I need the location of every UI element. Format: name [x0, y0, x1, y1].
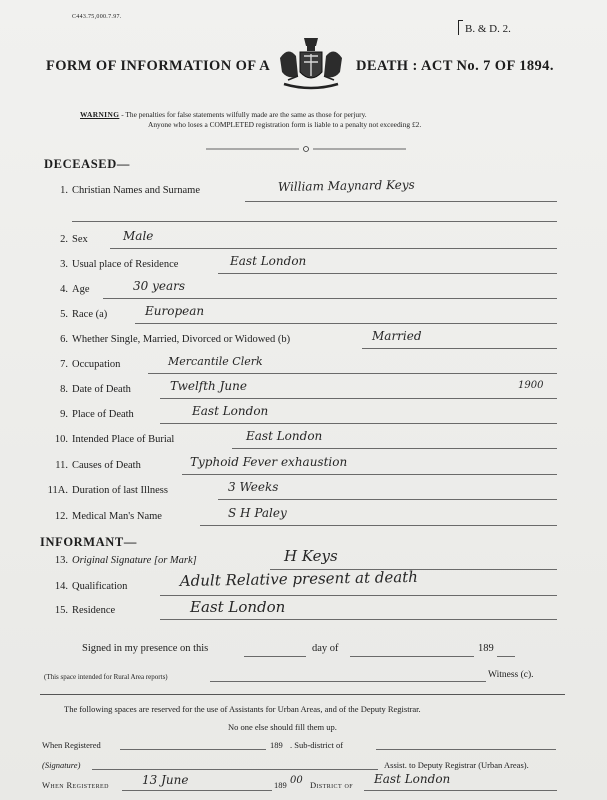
field-marital-value[interactable]: Married	[372, 329, 422, 343]
title-left: FORM OF INFORMATION OF A	[46, 58, 271, 74]
field-place-of-death: 9. Place of Death	[60, 409, 134, 420]
form-code	[458, 20, 511, 35]
deceased-heading: DECEASED—	[44, 157, 130, 171]
field-qualification-value[interactable]: Adult Relative present at death	[179, 567, 419, 590]
field-date-line	[160, 398, 557, 399]
field-date-of-death-value[interactable]: Twelfth June	[170, 379, 247, 393]
field-informant-residence: 15. Residence	[54, 605, 116, 616]
field-burial-value[interactable]: East London	[246, 429, 323, 443]
reserved-line1: The following spaces are reserved for the use of Assistants for Urban Areas, and of the Deputy Registrar.	[64, 704, 421, 714]
field-marital: 6. Whether Single, Married, Divorced or Widowed (b)	[60, 334, 291, 345]
field-occupation-line	[148, 373, 557, 374]
registered-year-suffix[interactable]: 00	[290, 775, 303, 786]
field-marital-line	[362, 348, 557, 349]
field-residence: 3. Usual place of Residence	[60, 259, 179, 270]
signed-year-line	[497, 656, 515, 657]
when-registered-caps: When Registered	[42, 780, 109, 790]
signed-year-prefix: 189	[478, 643, 494, 654]
space-note: (This space intended for Rural Area reports)	[44, 673, 168, 681]
field-causes-value[interactable]: Typhoid Fever exhaustion	[190, 455, 348, 469]
registered-date-value[interactable]: 13 June	[142, 773, 189, 787]
field-name-value[interactable]: William Maynard Keys	[277, 177, 415, 194]
field-informant-residence-line	[160, 619, 557, 620]
field-date-of-death-year[interactable]: 1900	[518, 380, 544, 391]
signature-label: (Signature)	[42, 760, 81, 770]
ornamental-rule	[206, 146, 406, 152]
warning-notice	[80, 110, 421, 130]
district-line	[364, 790, 557, 791]
field-race-line	[135, 323, 557, 324]
field-burial: 10. Intended Place of Burial	[54, 434, 175, 445]
sub-district-line	[376, 749, 556, 750]
assist-signature-line	[92, 769, 378, 770]
field-age-value[interactable]: 30 years	[133, 279, 186, 293]
field-qualification-line	[160, 595, 557, 596]
field-occupation: 7. Occupation	[60, 359, 121, 370]
warning-line2: Anyone who loses a COMPLETED registration form is liable to a penalty not exceeding £2.	[148, 120, 422, 129]
field-medical-line	[200, 525, 557, 526]
assist-label: Assist. to Deputy Registrar (Urban Areas).	[384, 760, 529, 770]
field-duration: 11A. Duration of last Illness	[47, 485, 168, 496]
print-number: C443.75,000.7.97.	[72, 14, 122, 20]
field-sex-value[interactable]: Male	[123, 229, 154, 243]
bracket-mark	[458, 20, 463, 35]
field-age-line	[103, 298, 557, 299]
signed-day-line	[244, 656, 306, 657]
coat-of-arms-icon	[274, 36, 348, 94]
field-duration-line	[218, 499, 557, 500]
field-sex: 2. Sex	[60, 234, 88, 245]
registered-date-line	[122, 790, 272, 791]
district-value[interactable]: East London	[374, 772, 451, 786]
field-burial-line	[232, 448, 557, 449]
field-name-line	[245, 201, 557, 202]
field-medical-value[interactable]: S H Paley	[228, 506, 287, 520]
field-race-value[interactable]: European	[145, 304, 205, 318]
field-medical: 12. Medical Man's Name	[54, 511, 162, 522]
field-signature: 13. Original Signature [or Mark]	[54, 555, 197, 566]
when-registered-line	[120, 749, 266, 750]
field-causes: 11. Causes of Death	[55, 460, 141, 471]
registered-year-prefix: 189	[274, 780, 287, 790]
field-signature-value[interactable]: H Keys	[284, 547, 338, 565]
field-residence-line	[218, 273, 557, 274]
footer-separator	[40, 694, 565, 695]
signed-month-line	[350, 656, 474, 657]
field-qualification: 14. Qualification	[54, 581, 128, 592]
field-name: 1. Christian Names and Surname	[60, 185, 201, 196]
field-place-line	[160, 423, 557, 424]
field-occupation-value[interactable]: Mercantile Clerk	[168, 355, 263, 368]
field-sex-line	[110, 248, 557, 249]
signed-text: Signed in my presence on this	[82, 643, 209, 654]
informant-heading: INFORMANT—	[40, 535, 137, 549]
field-age: 4. Age	[60, 284, 90, 295]
field-residence-value[interactable]: East London	[230, 254, 307, 268]
field-date-of-death: 8. Date of Death	[60, 384, 131, 395]
warning-line1: - The penalties for false statements wilfully made are the same as those for perjury.	[119, 110, 367, 119]
witness-line	[210, 681, 486, 682]
when-registered-year: 189	[270, 740, 283, 750]
title-right: DEATH : ACT No. 7 OF 1894.	[356, 58, 554, 74]
field-duration-value[interactable]: 3 Weeks	[228, 480, 279, 494]
witness-label: Witness (c).	[488, 670, 534, 680]
field-causes-line	[182, 474, 557, 475]
warning-label: WARNING	[80, 110, 120, 119]
sub-district-label: . Sub-district of	[290, 740, 344, 750]
field-place-of-death-value[interactable]: East London	[192, 404, 269, 418]
signed-day-label: day of	[312, 643, 339, 654]
when-registered-label: When Registered	[42, 740, 101, 750]
district-label: District of	[310, 780, 354, 790]
form-code-text: B. & D. 2.	[465, 23, 511, 35]
field-informant-residence-value[interactable]: East London	[190, 598, 286, 616]
field-race: 5. Race (a)	[60, 309, 108, 320]
reserved-line2: No one else should fill them up.	[228, 722, 337, 732]
field-name-line-2	[72, 221, 557, 222]
